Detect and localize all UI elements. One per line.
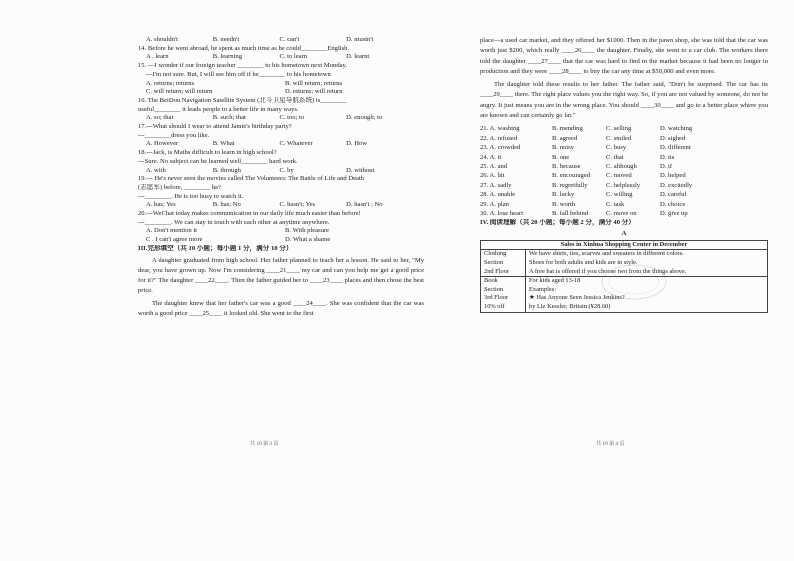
answer-option: C. task [606,200,625,208]
answer-option: C. although [606,163,637,170]
answer-option: B. lucky [552,191,575,199]
option-item: A. Don't mention it [146,227,198,235]
answer-option: 27. A. sadly [480,181,512,189]
question-line: 14. Before he went abroad, he spent as much time as he could________English. [138,44,350,52]
option-row [138,167,424,176]
clothing-section-details [526,250,768,277]
answer-option: 28. A. unable [480,191,516,199]
answer-option: C. moved [606,172,632,180]
option-item: B. needn't [212,36,240,43]
table-cell-line: We have shirts, ties, scarves and sweaters in different colors. [529,250,684,258]
answer-option: D. watching [660,125,693,133]
option-item: B. through [212,166,241,174]
cloze-passage-part2 [480,36,768,121]
table-cell-line: A free hat is offered if you choose two from the things above. [529,267,687,275]
section-heading: III.完形填空（共 10 小题；每小题 1 分，满分 10 分） [138,244,293,252]
page-footer-left: 共 10 第 3 页 [250,441,279,447]
answer-option: B. one [552,153,570,161]
option-row [138,53,424,62]
answer-row [480,171,768,180]
table-cell-line: Section [484,259,504,267]
table-cell-line: 3rd Floor [484,294,508,302]
table-cell-line: Clothing [484,250,507,258]
option-item: C. hasn't; Yes [279,201,316,209]
option-item: C. Whatever [279,140,313,148]
option-row [138,236,424,245]
answer-option: D. if [660,163,673,170]
answer-option: B. regretfully [552,181,588,189]
answer-option: D. helped [660,172,686,180]
option-item: D. hasn't ; No [346,201,383,209]
section-a-label: A [621,230,627,238]
table-cell-line: Section [484,285,504,293]
table-cell-line: ★ Has Anyone Seen Jessica Jenkins? [529,294,625,302]
page-footer-right: 共 10 第 4 页 [596,441,625,447]
option-row [138,227,424,236]
option-item: A. so; that [146,114,174,122]
answer-option: 30. A. lose heart [480,210,524,218]
answer-option: C. smiled [606,134,632,142]
answer-option: 24. A. it [480,153,502,161]
option-item: A. returns; returns [146,79,195,87]
answer-row [480,134,768,143]
answer-option: C. busy [606,144,627,152]
answer-option: D. choice [660,200,686,208]
answer-option: D. its [660,153,675,161]
option-item: B. such; that [212,114,246,122]
option-row [138,201,424,210]
answer-option: C. willing [606,191,633,199]
cloze-passage-part1 [138,256,424,320]
table-cell-line: Examples: [529,285,556,293]
option-row [138,114,424,123]
answer-option: D. careful [660,191,687,199]
option-item: D. What a shame [285,236,331,244]
option-item: D. How [346,140,368,148]
left-column [138,36,424,319]
answer-row [480,143,768,152]
option-item: B. With pleasure [285,227,330,235]
answer-option: 22. A. refused [480,134,517,142]
question-line: ---Sure. No subject can be learned well________ hard work. [138,157,298,165]
answer-option: B. noisy [552,144,574,152]
table-cell-line: 2nd Floor [484,267,510,275]
right-column [480,36,768,313]
table-title: Sales in Xinhua Shopping Center in December [481,240,768,250]
option-item: C. to learn [279,53,308,61]
answer-option: C. move on [606,210,637,218]
option-item: D. mustn't [346,36,374,43]
answer-option: D. different [660,144,691,152]
option-item: C. will return; will return [146,88,213,96]
question-line: ---________. He is too busy to watch it. [138,192,244,200]
table-cell-line: 10% off [484,303,505,310]
option-item: C. can't [279,36,300,43]
answer-row [480,124,768,133]
question-line: 17.---What should I wear to attend Jamie's birthday party? [138,123,292,131]
book-section-details [526,277,768,312]
question-line: ---I'm not sure. But, I will see him off if he________ to his hometown [146,70,331,78]
answer-option: D. sighed [660,134,686,142]
table-cell-line: Book [484,277,498,285]
option-item: D. enough; to [346,114,383,122]
option-item: A. However [146,140,179,148]
passage-paragraph: The daughter told these results to her father. The father said, "Don't be surprised. The car has its ____29____ there. The right place values you the right way. So, if you are not valued by someone, do not be angry. It just means you are in the wrong place. You should ____30____ and go to a better place where you are known and can certainly go far." [480,81,768,120]
answer-option: 21. A. washing [480,125,520,133]
option-row [138,36,424,45]
table-cell-line: Shoes for both adults and kids are in style. [529,259,638,267]
option-item: A. shouldn't [146,36,178,43]
answer-option: 25. A. and [480,163,508,170]
option-row [138,88,424,97]
option-item: A. has; Yes [146,201,176,209]
answer-option: C. selling [606,125,632,133]
answer-option: D. give up [660,210,688,218]
clothing-section-label [481,250,526,277]
question-line: 20.---WeChat today makes communication in our daily life much easier than before! [138,210,361,218]
question-line: 19.--- He's never seen the movies called The Volunteers: The Battle of Life and Death [138,175,365,183]
shopping-center-table [480,240,768,313]
question-line: ---________. We can stay in touch with each other at anytime anywhere. [138,218,330,226]
answer-option: D. excitedly [660,181,693,189]
answer-option: C. that [606,153,624,161]
answer-option: 26. A. hit [480,172,505,180]
answer-row [480,209,768,218]
answer-row [480,181,768,190]
answer-option: B. worth [552,200,576,208]
left-question-list [138,36,424,254]
option-item: B. will return; returns [285,79,343,87]
option-item: C. too; to [279,114,305,122]
question-line: (志愿军) before, ________ he? [138,183,222,191]
option-item: A. with [146,166,166,174]
answer-option: B. encouraged [552,172,591,180]
answer-option: C. helplessly [606,181,641,189]
option-item: A . learn [146,53,169,61]
book-section-label [481,277,526,312]
cloze-answer-options [480,124,768,218]
option-item: D. without [346,166,375,174]
option-item: B. has; No [212,201,241,209]
question-line: 15. ---I wonder if our foreign teacher ________ to his hometown next Monday. [138,62,348,70]
answer-option: B. because [552,163,581,170]
table-cell-line: by Liz Kessler, Britain (¥28.60) [529,303,611,310]
option-item: C. by [279,166,294,174]
question-line: useful________ it leads people to a better life in many ways. [138,105,299,113]
answer-row [480,162,768,171]
answer-option: B. mending [552,125,583,133]
answer-option: B. fall behind [552,210,589,218]
option-row [138,80,424,89]
answer-row [480,153,768,162]
section-reading-heading: IV. 阅读理解（共 20 小题；每小题 2 分，满分 40 分） [480,219,635,227]
answer-row [480,190,768,199]
answer-row [480,200,768,209]
question-line: ---________dress you like. [138,131,210,139]
option-item: C . I can't agree more [146,236,203,244]
answer-option: B. agreed [552,134,578,142]
answer-option: 23. A. crowded [480,144,521,152]
question-line: 16. The BeiDou Navigation Satellite System (北斗卫星导航系统) is________ [138,96,347,104]
option-item: B. What [212,140,235,148]
passage-paragraph: place—a used car market, and they offered her $1000. Then in the pawn shop, she was told that the car was worth just $200, which really ____26____ the daughter. Finally, she went to a car club. The workers there told the daughter ____27____ that the car was hard to find in the market because it had been no longer in production and they were ____28____ to buy the car any time at $50,000 and even more. [480,37,768,75]
question-line: 18.---Jack, is Maths difficult to learn in high school? [138,149,277,157]
option-item: D. learnt [346,53,370,61]
option-item: B. learning [212,53,243,61]
passage-paragraph: The daughter knew that her father's car was a good ____24____. She was confident that the car was worth a good price ____25____ it looked old. She went to the first [138,299,424,318]
option-row [138,140,424,149]
option-item: D. returns; will return [285,88,343,96]
table-cell-line: For kids aged 13-18 [529,277,581,285]
answer-option: 29. A. plan [480,200,509,208]
passage-paragraph: A daughter graduated from high school. Her father planned to teach her a lesson. He said to her, "My dear, you have grown up. Now I'm considering ____21____ my car and can you help me get a good price for it?" The daughter ____22____. Then the father guided her to ____23____ places and then chose the best price. [138,256,424,295]
